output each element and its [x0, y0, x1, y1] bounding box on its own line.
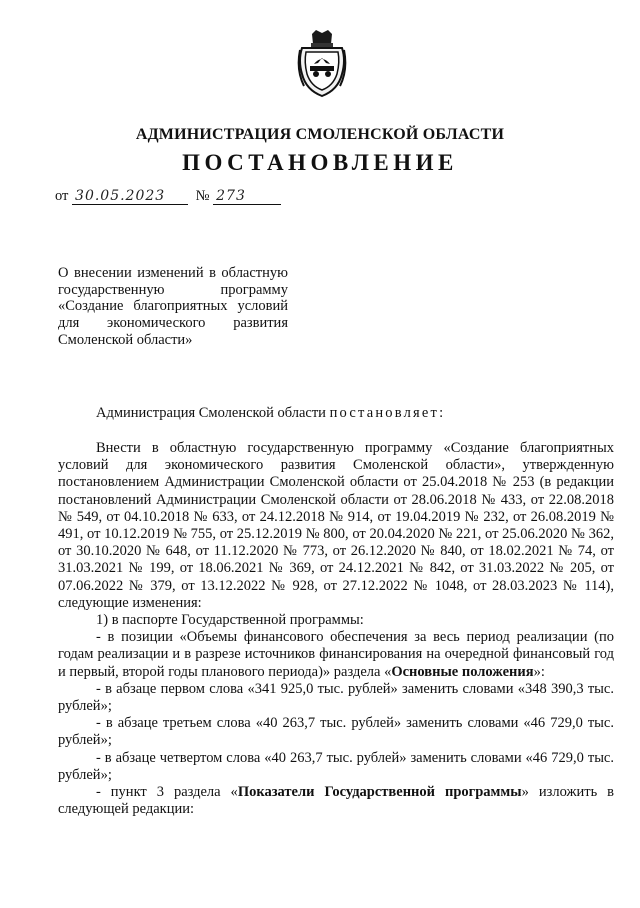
document-subject: О внесении изменений в областную государственную программу «Создание благоприятных условий для экономического развития Смоленской области» — [58, 265, 288, 348]
document-date: 30.05.2023 — [72, 188, 188, 205]
date-prefix: от — [55, 188, 69, 204]
date-number-line — [55, 188, 281, 205]
resolution-clause — [96, 405, 445, 422]
body-paragraph-main: Внести в областную государственную программу «Создание благоприятных условий для экономического развития Смоленской области», утвержденную постановлением Администрации Смоленской области от 25.04.2018 № 253 (в редакции постановлений Администрации Смоленской области от 28.06.2018 № 433, от 22.08.2018 № 549, от 04.10.2018 № 633, от 24.12.2018 № 914, от 19.04.2019 № 232, от 26.08.2019 № 491, от 10.12.2019 № 755, от 25.12.2019 № 800, от 20.04.2020 № 221, от 25.06.2020 № 362, от 30.10.2020 № 648, от 11.12.2020 № 773, от 26.12.2020 № 840, от 18.02.2021 № 74, от 31.03.2021 № 199, от 18.06.2021 № 369, от 24.12.2021 № 842, от 31.03.2022 № 205, от 07.06.2022 № 379, от 13.12.2022 № 928, от 27.12.2022 № 1048, от 28.03.2023 № 114), следующие изменения: — [58, 440, 614, 611]
resolution-verb: постановляет: — [329, 405, 446, 421]
organization-title: АДМИНИСТРАЦИЯ СМОЛЕНСКОЙ ОБЛАСТИ — [135, 126, 505, 143]
body-item-fourth-para: - в абзаце четвертом слова «40 263,7 тыс. рублей» заменить словами «46 729,0 тыс. рублей»; — [58, 749, 614, 783]
document-body — [58, 440, 614, 818]
document-type-title: ПОСТАНОВЛЕНИЕ — [182, 150, 458, 175]
resolution-lead: Администрация Смоленской области — [96, 405, 326, 421]
document-number: 273 — [213, 188, 281, 205]
body-item-passport: 1) в паспорте Государственной программы: — [96, 612, 364, 629]
body-item-third-para: - в абзаце третьем слова «40 263,7 тыс. рублей» заменить словами «46 729,0 тыс. рублей»; — [58, 715, 614, 749]
number-label: № — [195, 188, 210, 204]
body-item-financing: - в позиции «Объемы финансового обеспечения за весь период реализации (по годам реализации и в разрезе источников финансирования на очередной финансовый год и первый, второй годы планового периода)» раздела «Основные положения»: — [58, 629, 614, 680]
body-item-first-para: - в абзаце первом слова «341 925,0 тыс. рублей» заменить словами «348 390,3 тыс. рублей»; — [58, 680, 614, 715]
body-item-indicators: - пункт 3 раздела «Показатели Государственной программы» изложить в следующей редакции: — [58, 784, 614, 818]
coat-of-arms-emblem — [296, 30, 348, 98]
